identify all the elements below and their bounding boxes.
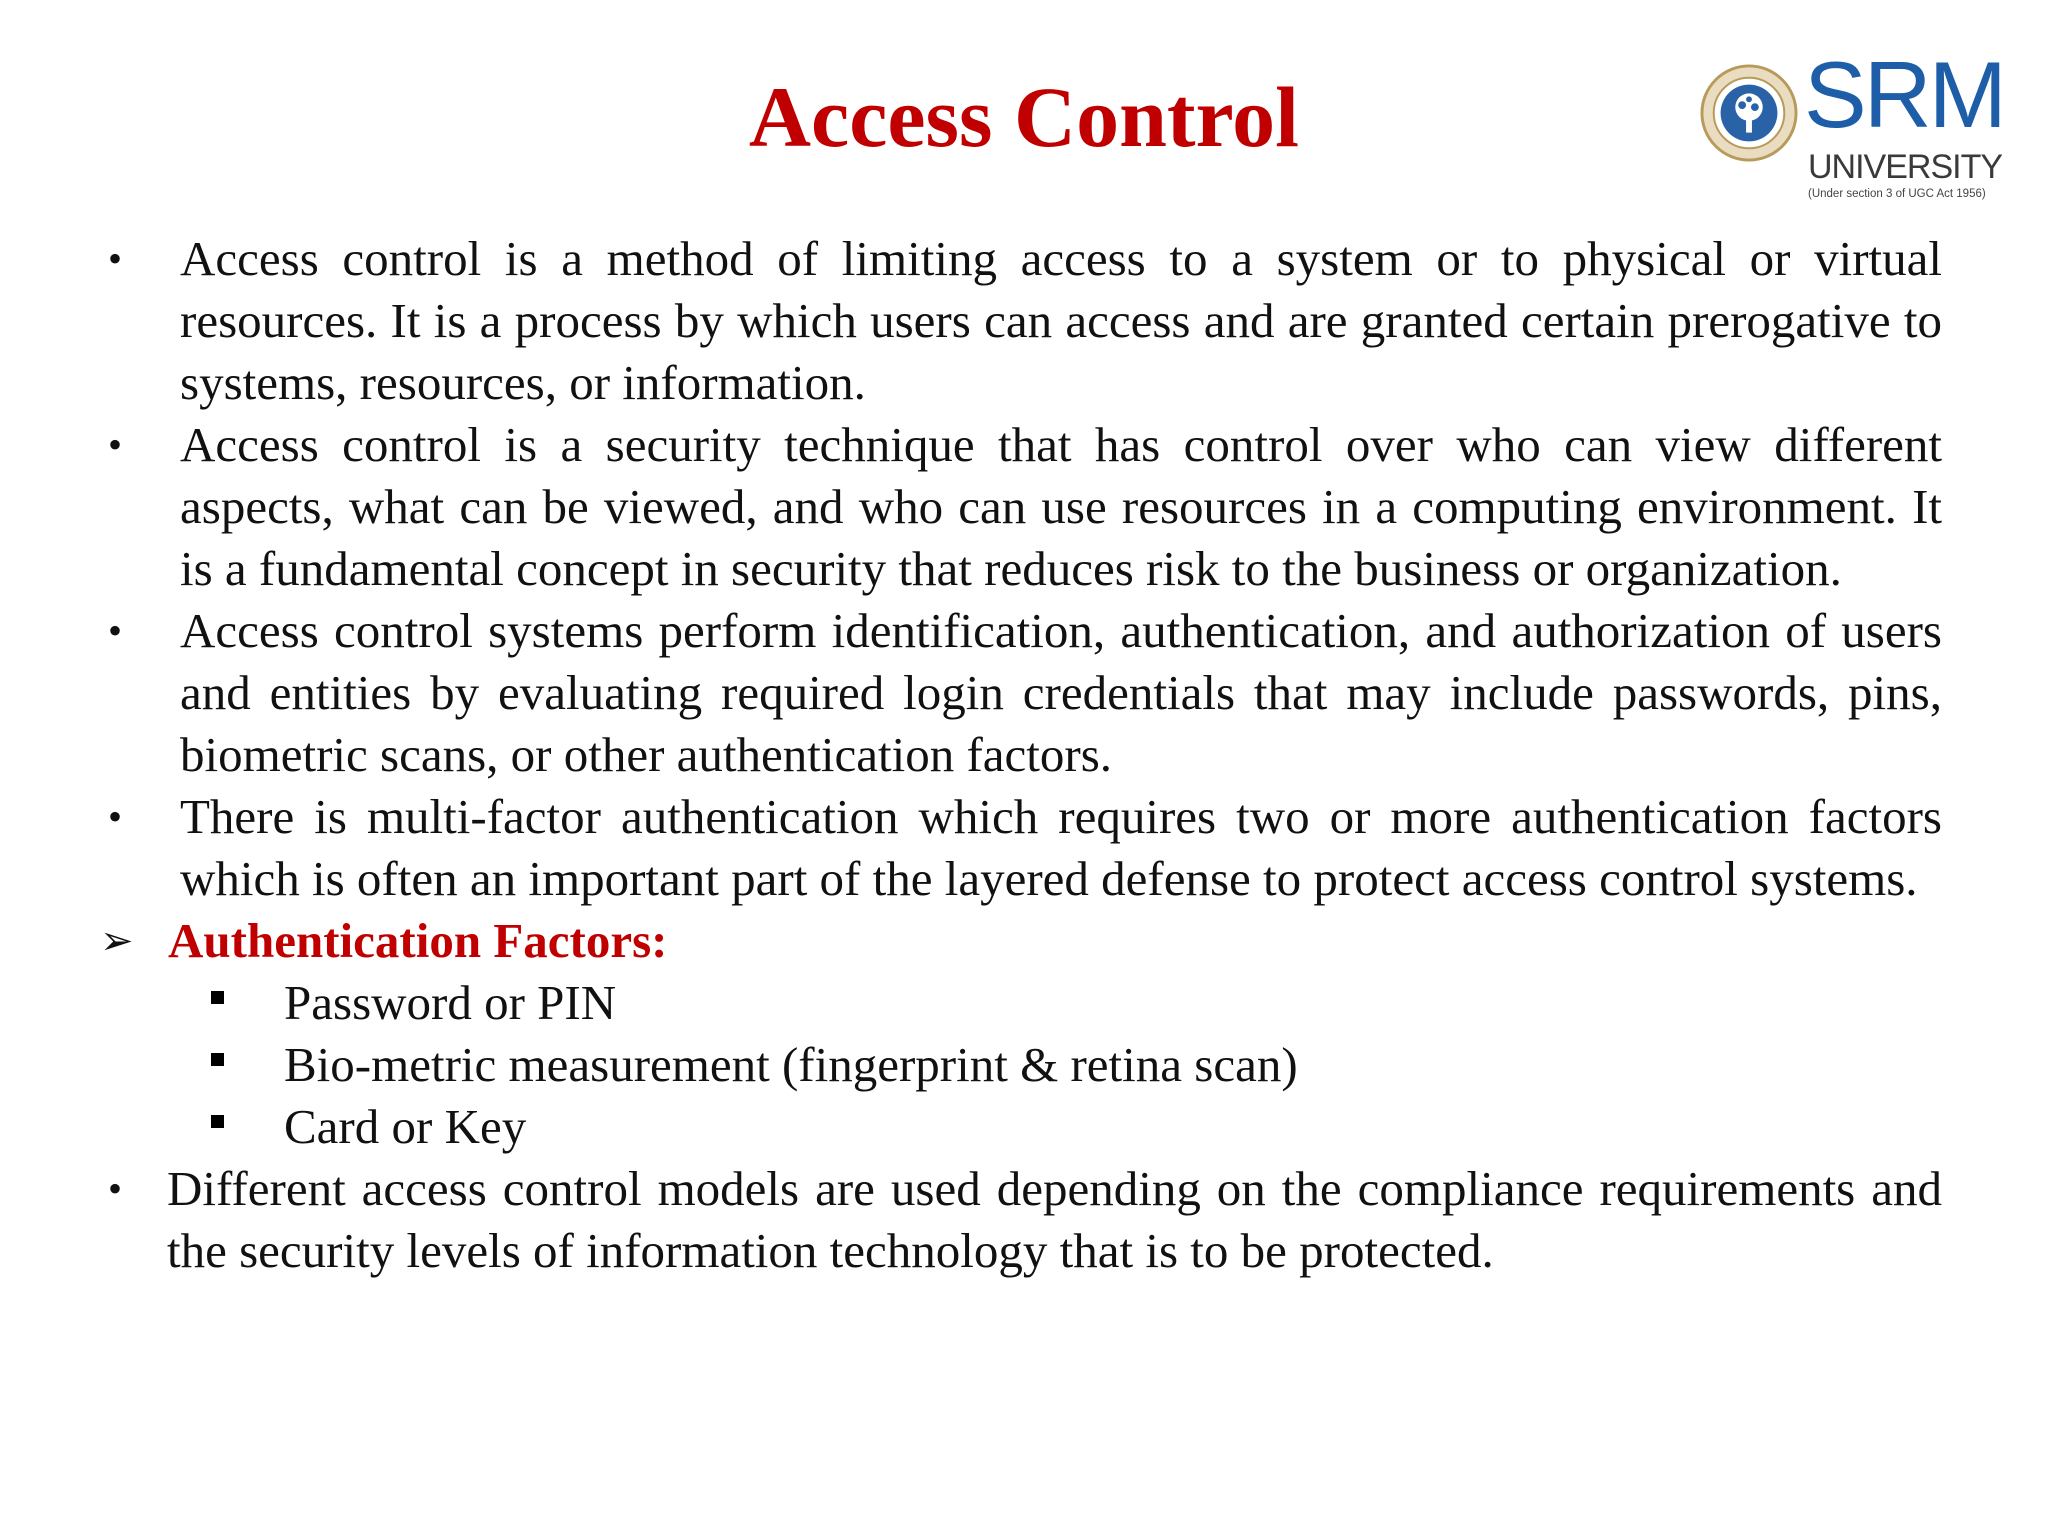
- factor-item: [284, 972, 1942, 1034]
- bullet-item: [108, 786, 1942, 910]
- bullet-dot-icon: •: [108, 794, 123, 839]
- bullet-item: [108, 414, 1942, 600]
- factor-item: [284, 1034, 1942, 1096]
- logo-note: (Under section 3 of UGC Act 1956): [1808, 188, 1986, 200]
- arrow-bullet-icon: ➢: [100, 918, 134, 964]
- bullet-text: Access control is a method of limiting access to a system or to physical or virtual resources. It is a process by which users can access and are granted certain prerogative to systems, resources, or information.: [180, 231, 1942, 410]
- square-bullet-icon: [211, 1053, 224, 1066]
- factor-text: Password or PIN: [284, 975, 617, 1030]
- bullet-text: There is multi-factor authentication which requires two or more authentication factors which is often an important part of the layered defense to protect access control systems.: [180, 789, 1942, 906]
- factor-text: Card or Key: [284, 1099, 527, 1154]
- logo-name: SRM: [1804, 42, 2004, 147]
- bullet-item: [108, 228, 1942, 414]
- slide-title: Access Control: [748, 69, 1300, 165]
- factor-text: Bio-metric measurement (fingerprint & retina scan): [284, 1037, 1298, 1092]
- srm-university-logo: [1700, 42, 2010, 212]
- logo-subtitle: UNIVERSITY: [1808, 148, 2003, 186]
- bullet-item: [108, 600, 1942, 786]
- bullet-dot-icon: •: [108, 422, 123, 467]
- bullet-text: Access control is a security technique that has control over who can view different aspects, what can be viewed, and who can use resources in a computing environment. It is a fundamental concept in security that reduces risk to the business or organization.: [180, 417, 1942, 596]
- square-bullet-icon: [211, 1115, 224, 1128]
- bullet-dot-icon: •: [108, 608, 123, 653]
- factor-item: [284, 1096, 1942, 1158]
- square-bullet-icon: [211, 991, 224, 1004]
- bullet-item: [108, 1158, 1942, 1282]
- factors-heading-text: Authentication Factors:: [168, 913, 668, 968]
- bullet-dot-icon: •: [108, 236, 123, 281]
- university-seal-icon: [1700, 64, 1798, 162]
- bullet-text: Different access control models are used depending on the compliance requirements and the security levels of information technology that is to be protected.: [167, 1161, 1942, 1278]
- bullet-dot-icon: •: [108, 1166, 123, 1211]
- slide-body: [0, 228, 2048, 1282]
- factors-heading: [100, 910, 1942, 972]
- bullet-text: Access control systems perform identification, authentication, and authorization of users and entities by evaluating required login credentials that may include passwords, pins, biometric scans, or other authentication factors.: [180, 603, 1942, 782]
